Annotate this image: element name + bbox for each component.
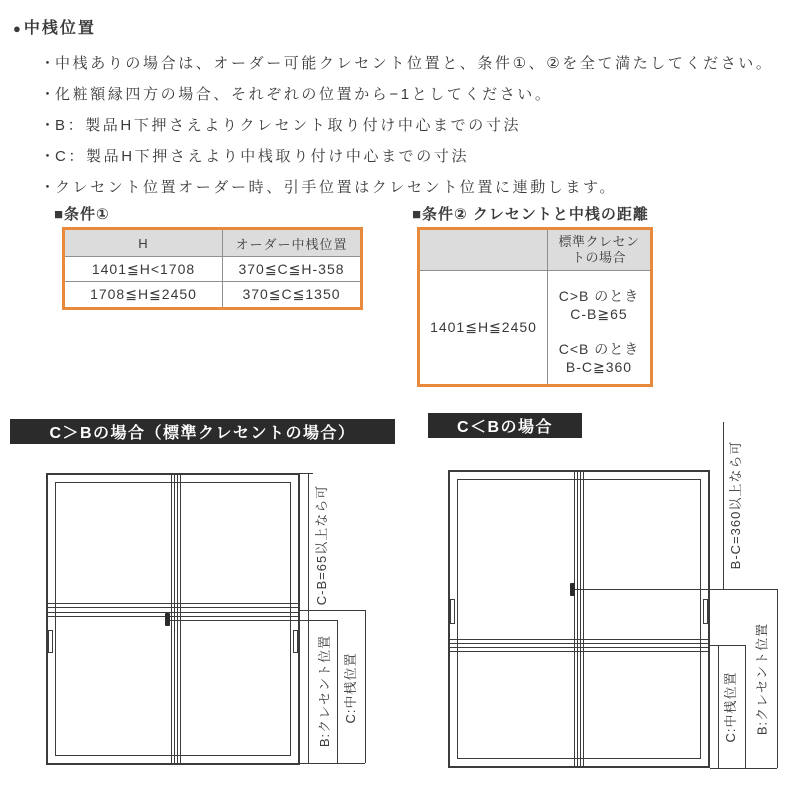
dim-bottom-extension-line [710, 768, 777, 769]
dim-rail-extension-line [300, 610, 365, 611]
list-item [40, 109, 800, 140]
bullet-circle-icon: ● [13, 21, 21, 36]
diagram-left-title: C＞Bの場合（標準クレセントの場合） [10, 419, 395, 444]
center-mullion-inner-line [577, 472, 581, 766]
case-formula: B-C≧360 [565, 359, 633, 375]
note-text: 中桟ありの場合は、オーダー可能クレセント位置と、条件①、②を全て満たしてください。 [55, 55, 774, 72]
center-mullion-inner-line [174, 475, 178, 763]
pull-handle-left [48, 630, 53, 653]
center-mullion [171, 475, 181, 763]
note-text: B：製品H下押さえよりクレセント取り付け中心までの寸法 [55, 117, 522, 134]
dim-rail-bracket [365, 610, 366, 763]
list-item [40, 171, 800, 202]
table-header-cell [420, 230, 548, 271]
dim-crescent-bracket [777, 589, 778, 768]
gap-dimension-label: B-C=360以上なら可 [728, 440, 743, 570]
bullet-dot-icon: ・ [40, 179, 56, 196]
dim-gap-line [308, 473, 309, 763]
page-title-text: 中桟位置 [23, 20, 96, 37]
middle-rail-inner-line [48, 607, 298, 613]
table-cell: 370≦C≦H-358 [223, 257, 360, 282]
dim-rail-bracket [745, 645, 746, 768]
bullet-dot-icon: ・ [40, 55, 56, 72]
case-when: C<B のとき [558, 341, 640, 357]
dim-crescent-extension-line [170, 620, 337, 621]
crescent-position-label: B:クレセント位置 [317, 634, 332, 748]
dim-crescent-bracket [337, 620, 338, 763]
bullet-dot-icon: ・ [40, 148, 56, 165]
table-cell: 1401≦H≦2450 [420, 271, 548, 384]
table-header-cell: H [65, 230, 223, 257]
note-text: C：製品H下押さえより中桟取り付け中心までの寸法 [55, 148, 470, 165]
dim-gap-line [723, 422, 724, 589]
middle-rail [450, 639, 708, 652]
list-item [40, 47, 800, 78]
list-item [40, 78, 800, 109]
pull-handle-right [703, 599, 708, 624]
dim-bottom-extension-line [300, 763, 365, 764]
case-when: C>B のとき [558, 288, 640, 304]
table-cell: 1708≦H≦2450 [65, 282, 223, 307]
table-header-cell: オーダー中桟位置 [223, 230, 360, 257]
condition1-table [62, 227, 363, 310]
notes-list [40, 47, 800, 202]
dim-rail-extension-line [710, 645, 745, 646]
table-cell [548, 271, 650, 384]
condition2-heading: ■条件② クレセントと中桟の距離 [412, 206, 649, 223]
condition2-table [417, 227, 653, 387]
center-mullion [574, 472, 584, 766]
dim-rail-column-line [718, 645, 719, 768]
dim-top-tick [300, 473, 313, 474]
note-text: 化粧額縁四方の場合、それぞれの位置から−1としてください。 [55, 86, 553, 103]
table-cell: 370≦C≦1350 [242, 286, 341, 302]
gap-dimension-label: C-B=65以上なら可 [314, 484, 329, 606]
rail-position-label: C:中桟位置 [343, 652, 358, 724]
rail-position-label: C:中桟位置 [723, 671, 738, 743]
diagram-right-title: C＜Bの場合 [428, 413, 582, 438]
bullet-dot-icon: ・ [40, 86, 56, 103]
middle-rail-inner-line [450, 643, 708, 648]
bullet-dot-icon: ・ [40, 117, 56, 134]
table-header-cell: 標準クレセントの場合 [548, 230, 650, 271]
table-cell: 1401≦H<1708 [65, 257, 223, 282]
case-rule [559, 340, 640, 376]
case-rule [559, 287, 640, 323]
crescent-position-label: B:クレセント位置 [754, 622, 770, 736]
pull-handle-right [293, 630, 298, 653]
list-item [40, 140, 800, 171]
condition1-heading: ■条件① [54, 206, 110, 223]
page-title [13, 15, 96, 38]
note-text: クレセント位置オーダー時、引手位置はクレセント位置に連動します。 [55, 179, 618, 196]
dim-crescent-extension-line [575, 589, 777, 590]
case-formula: C-B≧65 [570, 306, 628, 322]
middle-rail [48, 603, 298, 617]
pull-handle-left [450, 599, 455, 624]
